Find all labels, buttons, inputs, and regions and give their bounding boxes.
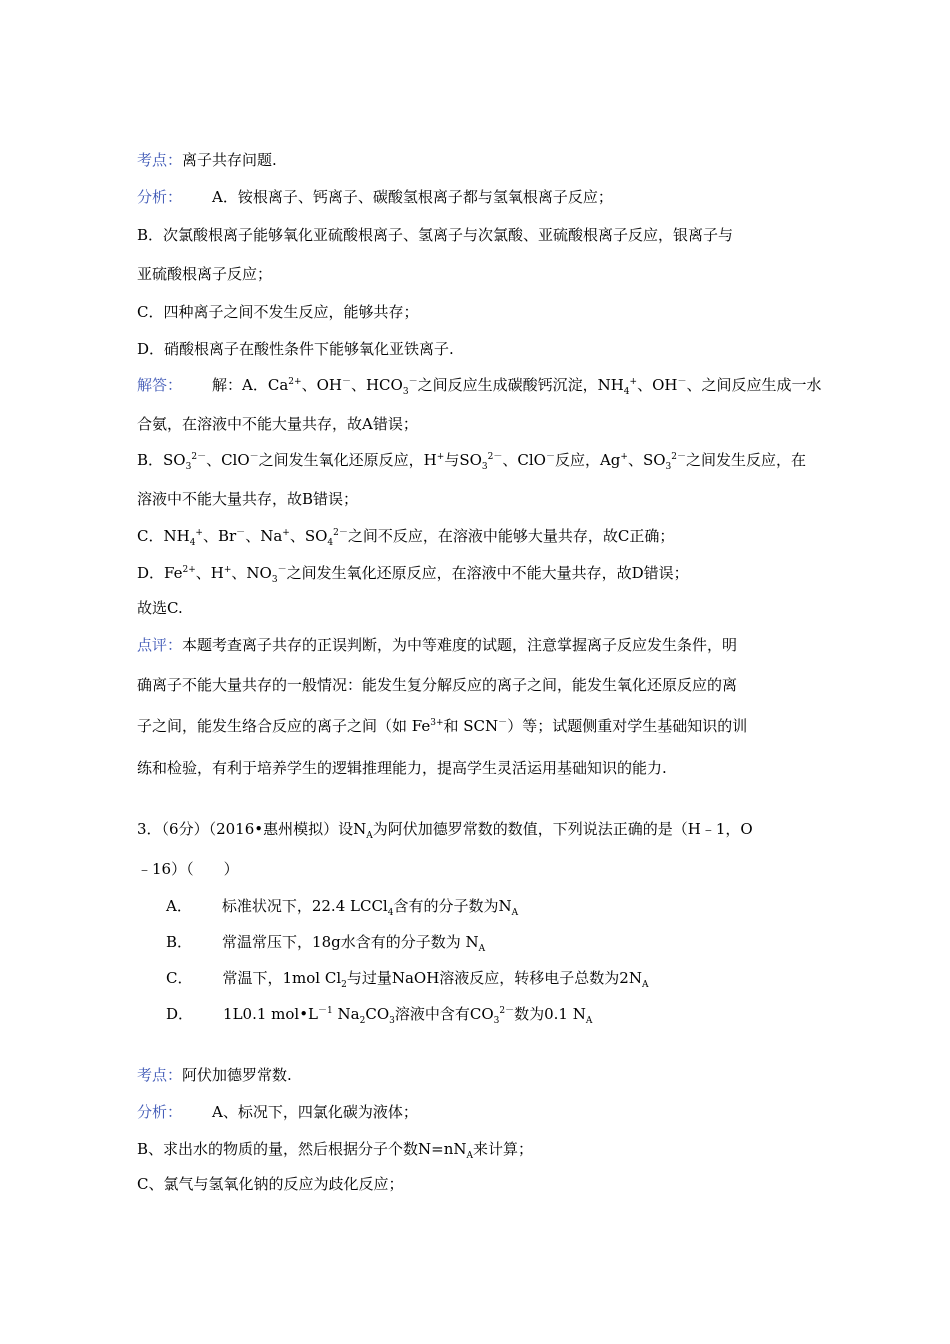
q3-fenxi-line	[137, 1102, 418, 1122]
q2-fenxi-line	[137, 187, 613, 207]
jieda-line-4: 溶液中不能大量共存，故B错误；	[137, 490, 359, 508]
q3-stem-line-1: 3．（6分）（2016•惠州模拟）设$N_A$为阿伏加德罗常数的数值，下列说法正确的是（H﹣1，O	[137, 820, 753, 841]
q3-kaodian-line	[137, 1065, 292, 1085]
dianping-line-2: 确离子不能大量共存的一般情况：能发生复分解反应的离子之间，能发生氧化还原反应的离	[137, 676, 738, 694]
q3-kaodian-label: 考点：	[137, 1066, 183, 1084]
q3-fenxi-option-a: A、标况下，四氯化碳为液体；	[212, 1103, 418, 1121]
q3-stem-line-2: ﹣16）（ ）	[137, 860, 239, 878]
q3-option-d: D． 1L0.1 $mol•L^{-1}$ $Na_2CO_3$溶液中含有$CO_3^{2-}$数为0.1 $N_A$	[166, 1005, 593, 1026]
q3-fenxi-option-b: B、求出水的物质的量，然后根据分子个数$N=nN_A$来计算；	[137, 1140, 534, 1161]
jieda-line-6: D．$Fe^{2+}$、H+、$NO_3^-$之间发生氧化还原反应，在溶液中不能大量共存，故D错误；	[137, 564, 689, 585]
fenxi-option-a: A．铵根离子、钙离子、碳酸氢根离子都与氢氧根离子反应；	[212, 188, 613, 206]
q3-option-a: A． 标准状况下，22.4 LCCl$_4$含有的分子数为$N_A$	[166, 897, 519, 918]
fenxi-label: 分析：	[137, 188, 183, 206]
kaodian-label: 考点：	[137, 151, 183, 169]
jieda-line-2: 合氨，在溶液中不能大量共存，故A错误；	[137, 415, 418, 433]
fenxi-option-b-line1: B．次氯酸根离子能够氧化亚硫酸根离子、氢离子与次氯酸、亚硫酸根离子反应，银离子与	[137, 226, 734, 244]
dianping-line-4: 练和检验，有利于培养学生的逻辑推理能力，提高学生灵活运用基础知识的能力.	[137, 759, 667, 777]
fenxi-option-d: D．硝酸根离子在酸性条件下能够氧化亚铁离子.	[137, 340, 454, 358]
dianping-label: 点评：	[137, 636, 183, 654]
dianping-text-1: 本题考查离子共存的正误判断，为中等难度的试题，注意掌握离子反应发生条件，明	[182, 636, 738, 654]
kaodian-text: 离子共存问题.	[182, 151, 277, 169]
q3-fenxi-label: 分析：	[137, 1103, 183, 1121]
q3-option-b: B． 常温常压下，18g水含有的分子数为 $N_A$	[166, 933, 486, 954]
jieda-label: 解答：	[137, 376, 183, 394]
jieda-line-3: B．$SO_3^{2-}$、ClO－之间发生氧化还原反应，H+与$SO_3^{2-}$、ClO－反应，Ag+、$SO_3^{2-}$之间发生反应，在	[137, 451, 806, 472]
q3-fenxi-option-c: C、氯气与氢氧化钠的反应为歧化反应；	[137, 1175, 404, 1193]
q2-kaodian-line	[137, 150, 277, 170]
jieda-line-1: 解答： 解：A．$Ca^{2+}$、OH－、$HCO_3^-$之间反应生成碳酸钙沉淀，$NH_4^+$、OH－、之间反应生成一水	[137, 376, 822, 397]
q3-option-c: C． 常温下，1mol $Cl_2$与过量NaOH溶液反应，转移电子总数为$2N_A$	[166, 969, 649, 990]
jieda-line-5: C．$NH_4^+$、Br－、Na+、$SO_4^{2-}$之间不反应，在溶液中能够大量共存，故C正确；	[137, 527, 675, 548]
jieda-line-7: 故选C.	[137, 599, 183, 617]
dianping-line-3: 子之间，能发生络合反应的离子之间（如 $Fe^{3+}$和 SCN－）等；试题侧重对学生基础知识的训	[137, 717, 748, 735]
dianping-line-1	[137, 635, 737, 655]
q3-kaodian-text: 阿伏加德罗常数.	[182, 1066, 292, 1084]
fenxi-option-c: C．四种离子之间不发生反应，能够共存；	[137, 303, 419, 321]
fenxi-option-b-line2: 亚硫酸根离子反应；	[137, 265, 273, 283]
